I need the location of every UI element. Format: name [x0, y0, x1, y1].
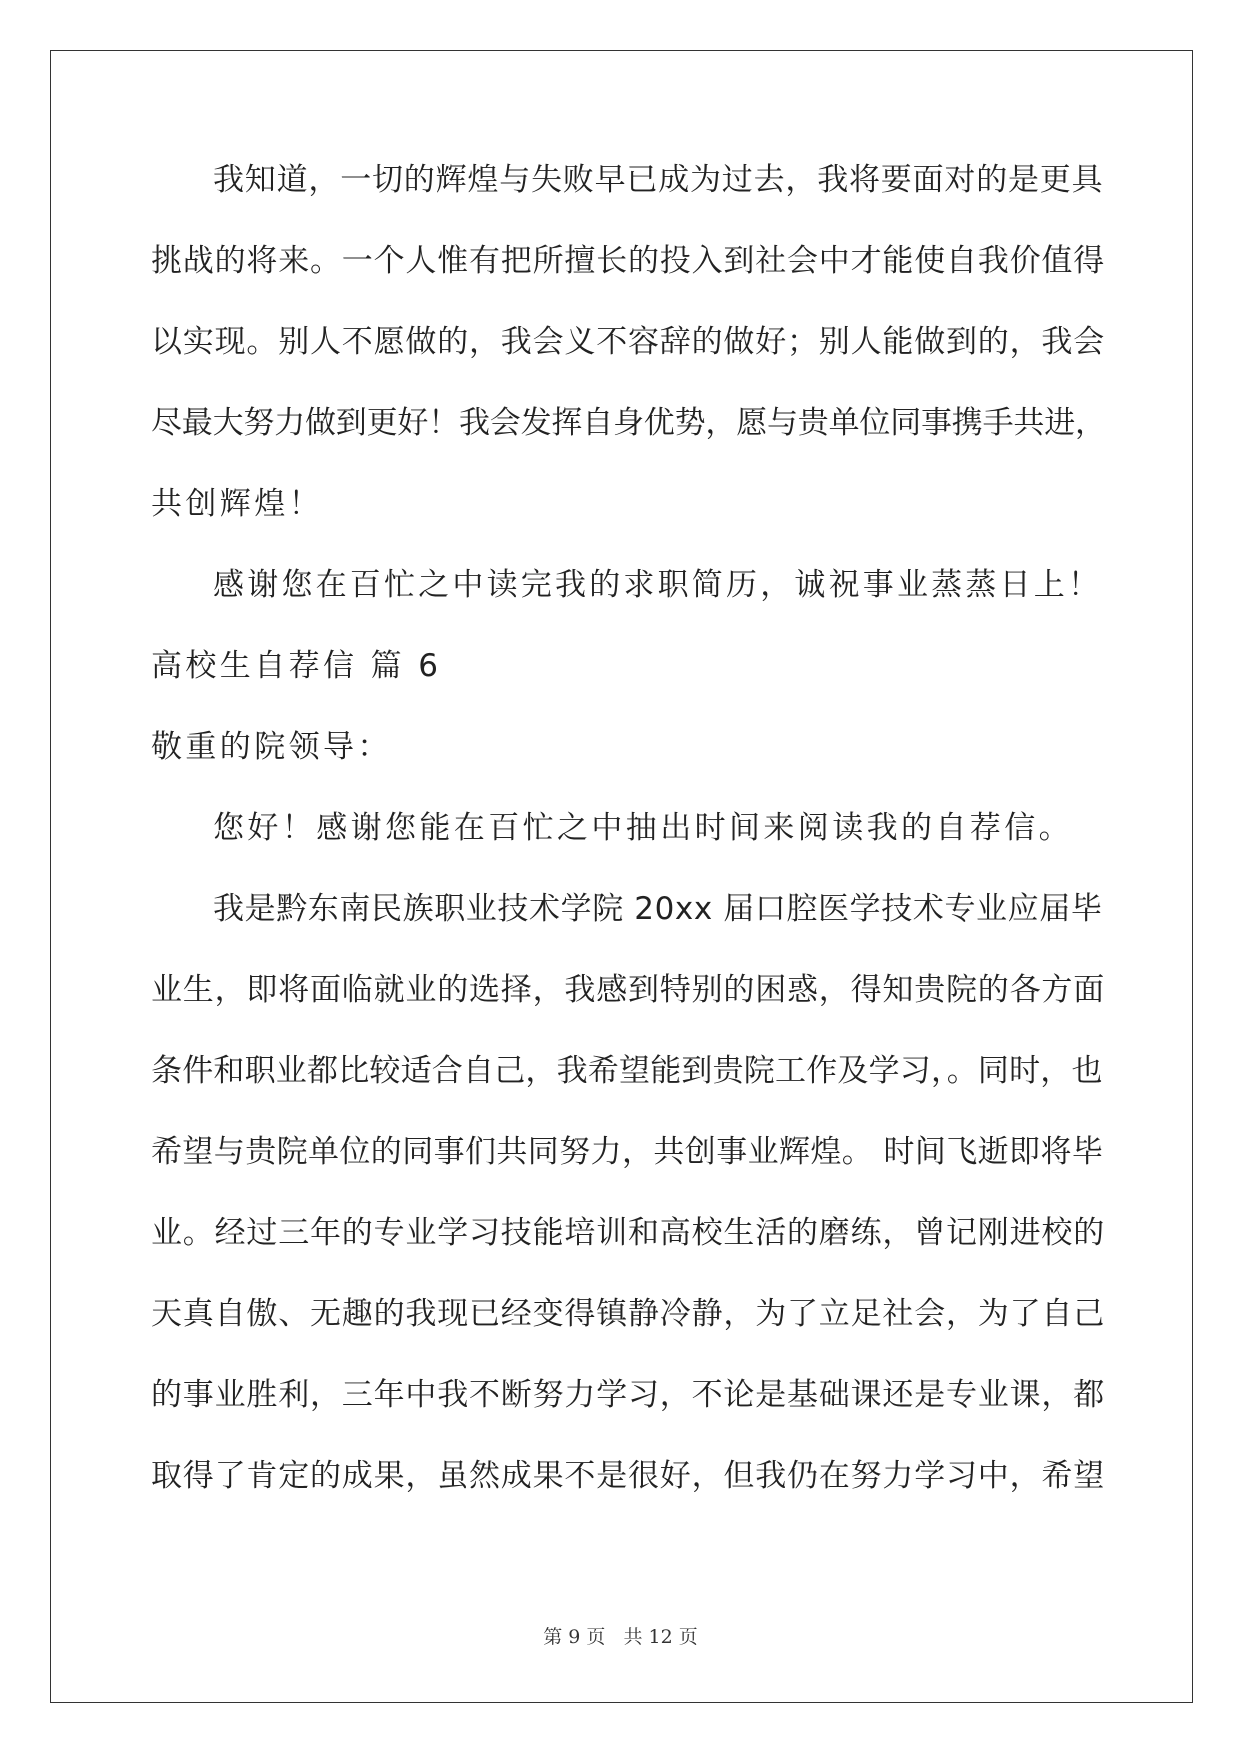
paragraph-line: 条件和职业都比较适合自己，我希望能到贵院工作及学习，。同时，也 — [151, 1053, 1103, 1089]
paragraph-line: 的事业胜利，三年中我不断努力学习，不论是基础课还是专业课，都 — [151, 1377, 1105, 1413]
page-number: 第 9 页 — [543, 1626, 606, 1648]
paragraph-line: 业生，即将面临就业的选择，我感到特别的困惑，得知贵院的各方面 — [151, 972, 1105, 1008]
page-footer — [0, 1622, 1241, 1649]
paragraph-line: 天真自傲、无趣的我现已经变得镇静冷静，为了立足社会，为了自己 — [151, 1296, 1105, 1332]
page-total: 共 12 页 — [623, 1626, 698, 1648]
paragraph-line: 希望与贵院单位的同事们共同努力，共创事业辉煌。 时间飞逝即将毕 — [151, 1134, 1104, 1170]
paragraph-line: 取得了肯定的成果，虽然成果不是很好，但我仍在努力学习中，希望 — [151, 1458, 1105, 1494]
paragraph-line: 共创辉煌！ — [151, 486, 323, 522]
paragraph-line: 尽最大努力做到更好！我会发挥自身优势，愿与贵单位同事携手共进， — [151, 405, 1106, 441]
paragraph-line: 挑战的将来。一个人惟有把所擅长的投入到社会中才能使自我价值得 — [151, 243, 1105, 279]
paragraph-line: 您好！感谢您能在百忙之中抽出时间来阅读我的自荐信。 — [213, 810, 1073, 846]
salutation: 敬重的院领导： — [151, 729, 392, 765]
paragraph-line: 感谢您在百忙之中读完我的求职简历，诚祝事业蒸蒸日上！ — [213, 567, 1103, 603]
paragraph-line: 我知道，一切的辉煌与失败早已成为过去，我将要面对的是更具 — [213, 162, 1104, 198]
paragraph-line: 我是黔东南民族职业技术学院 20xx 届口腔医学技术专业应届毕 — [213, 891, 1103, 927]
paragraph-line: 以实现。别人不愿做的，我会义不容辞的做好；别人能做到的，我会 — [151, 324, 1105, 360]
paragraph-line: 业。经过三年的专业学习技能培训和高校生活的磨练，曾记刚进校的 — [151, 1215, 1105, 1251]
section-heading: 高校生自荐信 篇 6 — [151, 648, 442, 684]
